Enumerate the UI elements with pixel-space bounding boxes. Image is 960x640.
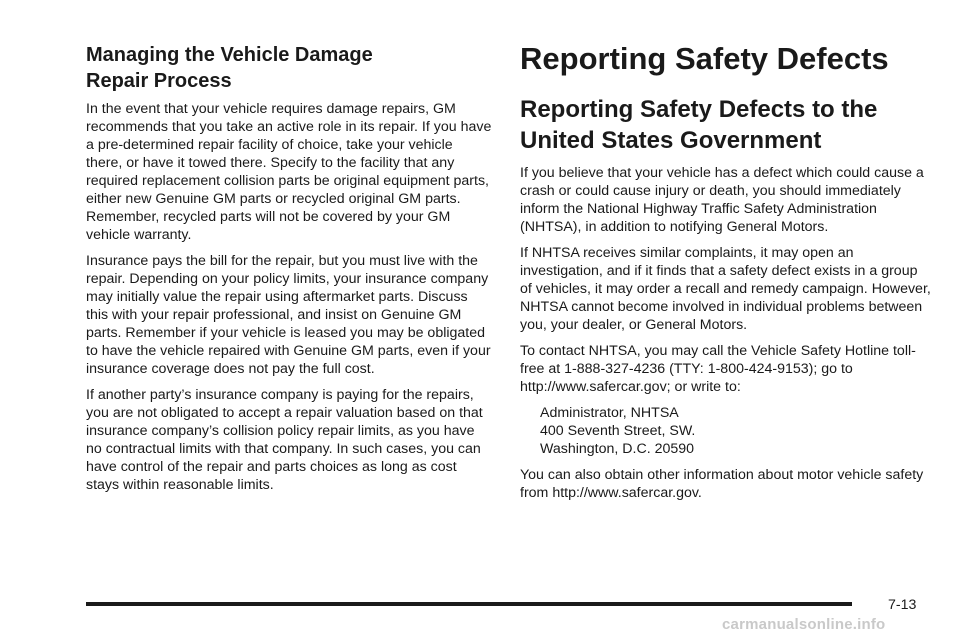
heading-line: Managing the Vehicle Damage — [86, 44, 373, 66]
main-heading-safety-defects: Reporting Safety Defects — [520, 41, 889, 76]
section-heading-damage-repair — [86, 42, 492, 94]
sub-heading-us-government — [520, 94, 932, 156]
footer-rule — [86, 602, 852, 606]
address-line: Administrator, NHTSA — [540, 405, 679, 421]
body-paragraph: Insurance pays the bill for the repair, but you must live with the repair. Depending on your policy limits, your insurance company may initially value the repair using aftermarket parts. Discuss this with your repair professional, and insist on Genuine GM parts. Remember if your vehicle is leased you may be obligated to have the vehicle repaired with Genuine GM parts, even if your insurance coverage does not pay the full cost. — [86, 253, 491, 377]
page-number: 7-13 — [888, 597, 917, 613]
heading-line: United States Government — [520, 127, 822, 154]
heading-line: Repair Process — [86, 70, 232, 92]
heading-line: Reporting Safety Defects to the — [520, 96, 878, 123]
address-line: 400 Seventh Street, SW. — [540, 423, 696, 439]
nhtsa-address — [540, 404, 932, 458]
body-paragraph: If you believe that your vehicle has a defect which could cause a crash or could cause injury or death, you should immediately inform the National Highway Traffic Safety Administration (NHTSA), in addition to notifying General Motors. — [520, 165, 924, 235]
body-paragraph: To contact NHTSA, you may call the Vehicle Safety Hotline toll-free at 1-888-327-4236 (TTY: 1-800-424-9153); go to http://www.safercar.gov; or write to: — [520, 343, 916, 395]
right-column — [520, 40, 932, 510]
body-paragraph: In the event that your vehicle requires damage repairs, GM recommends that you take an active role in its repair. If you have a pre-determined repair facility of choice, take your vehicle there, or have it towed there. Specify to the facility that any required replacement collision parts be original equipment parts, either new Genuine GM parts or recycled original GM parts. Remember, recycled parts will not be covered by your GM vehicle warranty. — [86, 101, 492, 243]
address-line: Washington, D.C. 20590 — [540, 441, 695, 457]
watermark: carmanualsonline.info — [722, 616, 886, 633]
left-column — [86, 42, 492, 502]
body-paragraph: If NHTSA receives similar complaints, it may open an investigation, and if it finds that a safety defect exists in a group of vehicles, it may order a recall and remedy campaign. However, NHTSA cannot become involved in individual problems between you, your dealer, or General Motors. — [520, 245, 931, 333]
body-paragraph: You can also obtain other information about motor vehicle safety from http://www.safercar.gov. — [520, 467, 924, 501]
body-paragraph: If another party’s insurance company is paying for the repairs, you are not obligated to accept a repair valuation based on that insurance company’s collision policy repair limits, as you have no contractual limits with that company. In such cases, you can have control of the repair and parts choices as long as cost stays within reasonable limits. — [86, 387, 483, 493]
